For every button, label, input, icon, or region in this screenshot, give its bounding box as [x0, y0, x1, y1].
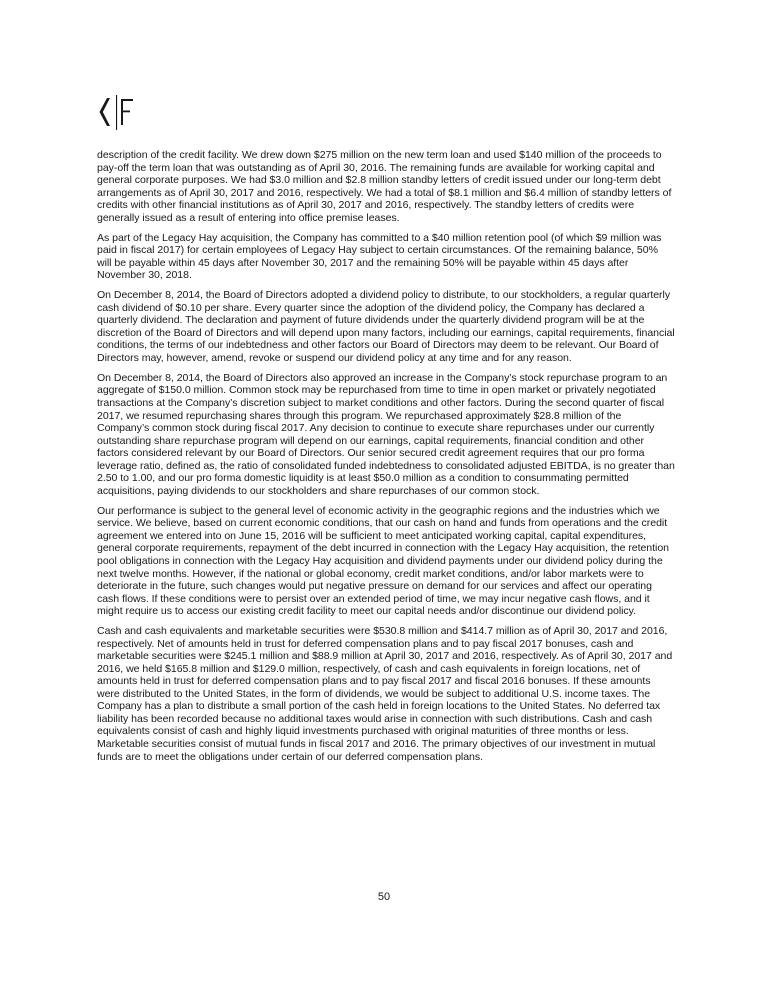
paragraph-stock-repurchase: On December 8, 2014, the Board of Directors also approved an increase in the Company’s stock repurchase program to an aggregate of $150.0 million. Common stock may be repurchased from time to time in open market or privately negotiated transactions at the Company’s discretion subject to market conditions and other factors. During the second quarter of fiscal 2017, we resumed repurchasing shares through this program. We repurchased approximately $28.8 million of the Company’s common stock during fiscal 2017. Any decision to continue to execute share repurchases under our currently outstanding share repurchase program will depend on our earnings, capital requirements, financial condition and other factors considered relevant by our Board of Directors. Our senior secured credit agreement requires that our pro forma leverage ratio, defined as, the ratio of consolidated funded indebtedness to consolidated adjusted EBITDA, is no greater than 2.50 to 1.00, and our pro forma domestic liquidity is at least $50.0 million as a condition to consummating permitted acquisitions, paying dividends to our stockholders and share repurchases of our common stock.	[97, 371, 675, 497]
paragraph-dividend-policy: On December 8, 2014, the Board of Directors adopted a dividend policy to distribute, to our stockholders, a regular quarterly cash dividend of $0.10 per share. Every quarter since the adoption of the dividend policy, the Company has declared a quarterly dividend. The declaration and payment of future dividends under the quarterly dividend program will be at the discretion of the Board of Directors and will depend upon many factors, including our earnings, capital requirements, financial conditions, the terms of our indebtedness and other factors our Board of Directors may deem to be relevant. Our Board of Directors may, however, amend, revoke or suspend our dividend policy at any time and for any reason.	[97, 289, 675, 364]
body-text	[97, 149, 675, 771]
page-number: 50	[377, 891, 391, 903]
paragraph-retention-pool: As part of the Legacy Hay acquisition, the Company has committed to a $40 million retention pool (of which $9 million was paid in fiscal 2017) for certain employees of Legacy Hay subject to certain circumstances. Of the remaining balance, 50% will be payable within 45 days after November 30, 2017 and the remaining 50% will be payable within 45 days after November 30, 2018.	[97, 231, 662, 282]
kf-logo-icon	[98, 95, 146, 131]
paragraph-credit-facility: description of the credit facility. We drew down $275 million on the new term loan and used $140 million of the proceeds to pay-off the term loan that was outstanding as of April 30, 2016. The remaining funds are available for working capital and general corporate purposes. We had $3.0 million and $2.8 million standby letters of credit issued under our long-term debt arrangements as of April 30, 2017 and 2016, respectively. We had a total of $8.1 million and $6.4 million of standby letters of credits with other financial institutions as of April 30, 2017 and 2016, respectively. The standby letters of credits were generally issued as a result of entering into office premise leases.	[97, 149, 672, 224]
paragraph-economic-performance: Our performance is subject to the general level of economic activity in the geographic regions and the industries which we service. We believe, based on current economic conditions, that our cash on hand and funds from operations and the credit agreement we entered into on June 15, 2016 will be sufficient to meet anticipated working capital, capital expenditures, general corporate requirements, repayment of the debt incurred in connection with the Legacy Hay acquisition, the retention pool obligations in connection with the Legacy Hay acquisition and dividend payments under our dividend policy during the next twelve months. However, if the national or global economy, credit market conditions, and/or labor markets were to deteriorate in the future, such changes would put negative pressure on demand for our services and affect our operating cash flows. If these conditions were to persist over an extended period of time, we may incur negative cash flows, and it might require us to access our existing credit facility to meet our capital needs and/or discontinue our dividend policy.	[97, 504, 669, 618]
paragraph-cash-equivalents: Cash and cash equivalents and marketable securities were $530.8 million and $414.7 million as of April 30, 2017 and 2016, respectively. Net of amounts held in trust for deferred compensation plans and to pay fiscal 2017 bonuses, cash and marketable securities were $245.1 million and $88.9 million at April 30, 2017 and 2016, respectively. As of April 30, 2017 and 2016, we held $165.8 million and $129.0 million, respectively, of cash and cash equivalents in foreign locations, net of amounts held in trust for deferred compensation plans and to pay fiscal 2017 and fiscal 2016 bonuses. If these amounts were distributed to the United States, in the form of dividends, we would be subject to additional U.S. income taxes. The Company has a plan to distribute a small portion of the cash held in foreign locations to the United States. No deferred tax liability has been recorded because no additional taxes would arise in connection with such distributions. Cash and cash equivalents consist of cash and highly liquid investments purchased with original maturities of three months or less. Marketable securities consist of mutual funds in fiscal 2017 and 2016. The primary objectives of our investment in mutual funds are to meet the obligations under certain of our deferred compensation plans.	[97, 625, 673, 763]
